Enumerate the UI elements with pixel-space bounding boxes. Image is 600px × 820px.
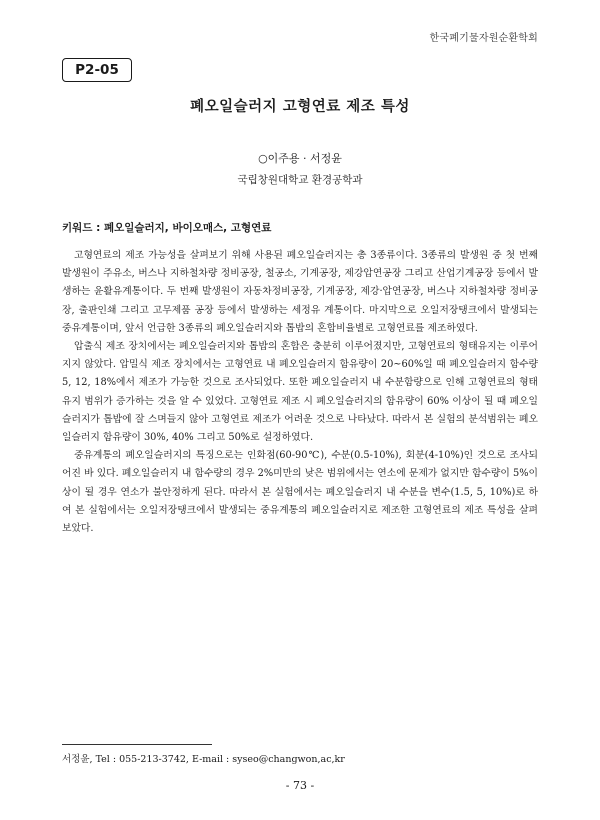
society-header: 한국폐기물자원순환학회 [429,33,538,44]
keywords: 키워드 : 폐오일슬러지, 바이오매스, 고형연료 [62,222,272,234]
paragraph-1: 고형연료의 제조 가능성을 살펴보기 위해 사용된 폐오일슬러지는 총 3종류이다. 3종류의 발생원 중 첫 번째 발생원이 주유소, 버스나 지하철차량 정비공장, 철공소, 기계공장, 제강압연공장 그리고 산업기계공장 등에서 발생하는 윤활유계통이다. 두 번째 발생원이 자동차정비공장, 기계공장, 제강·압연공장, 버스나 지하철차량 정비공장, 출판인쇄 그리고 고무제품 공장 등에서 발생하는 세정유 계통이다. 마지막으로 오일저장탱크에서 발생되는 중유계통이며, 앞서 언급한 3종류의 폐오일슬러지와 톱밥의 혼합비율별로 고형연료를 제조하였다. [62,250,538,334]
footnote-contact: 서정윤, Tel : 055-213-3742, E-mail : syseo@changwon,ac,kr [62,754,345,765]
footnote-divider [62,744,212,745]
authors: ○이주용 · 서정윤 [258,152,342,165]
page-number: - 73 - [285,779,315,792]
paper-code-badge: P2-05 [62,58,132,82]
paragraph-2: 압출식 제조 장치에서는 폐오일슬러지와 톱밥의 혼합은 충분히 이루어졌지만, 고형연료의 형태유지는 이루어지지 않았다. 압밀식 제조 장치에서는 고형연료 내 폐오일슬러지 함유량이 20~60%일 때 폐오일슬러지 함수량 5, 12, 18%에서 제조가 가능한 것으로 조사되었다. 또한 폐오일슬러지 내 수분함량으로 인해 고형연료의 형태유지 범위가 증가하는 것을 알 수 있었다. 고형연료 제조 시 폐오일슬러지의 함유량이 60% 이상이 될 때 폐오일슬러지가 톱밥에 잘 스며들지 않아 고형연료 제조가 어려운 것으로 나타났다. 따라서 본 실험의 분석범위는 폐오일슬러지 함유량이 30%, 40% 그리고 50%로 설정하였다. [62,341,538,444]
paper-title: 폐오일슬러지 고형연료 제조 특성 [190,99,410,115]
affiliation: 국립창원대학교 환경공학과 [237,174,363,186]
abstract-body [62,247,538,538]
paragraph-3: 중유계통의 폐오일슬러지의 특징으로는 인화점(60-90℃), 수분(0.5-10%), 회분(4-10%)인 것으로 조사되어진 바 있다. 폐오일슬러지 내 함수량의 경우 2%미만의 낮은 범위에서는 연소에 문제가 없지만 함수량이 5%이상이 될 경우 연소가 불안정하게 된다. 따라서 본 실험에서는 폐오일슬러지 내 수분을 변수(1.5, 5, 10%)로 하여 본 실험에서는 오일저장탱크에서 발생되는 중유계통의 폐오일슬러지로 제조한 고형연료의 제조 특성을 살펴보았다. [62,450,538,535]
